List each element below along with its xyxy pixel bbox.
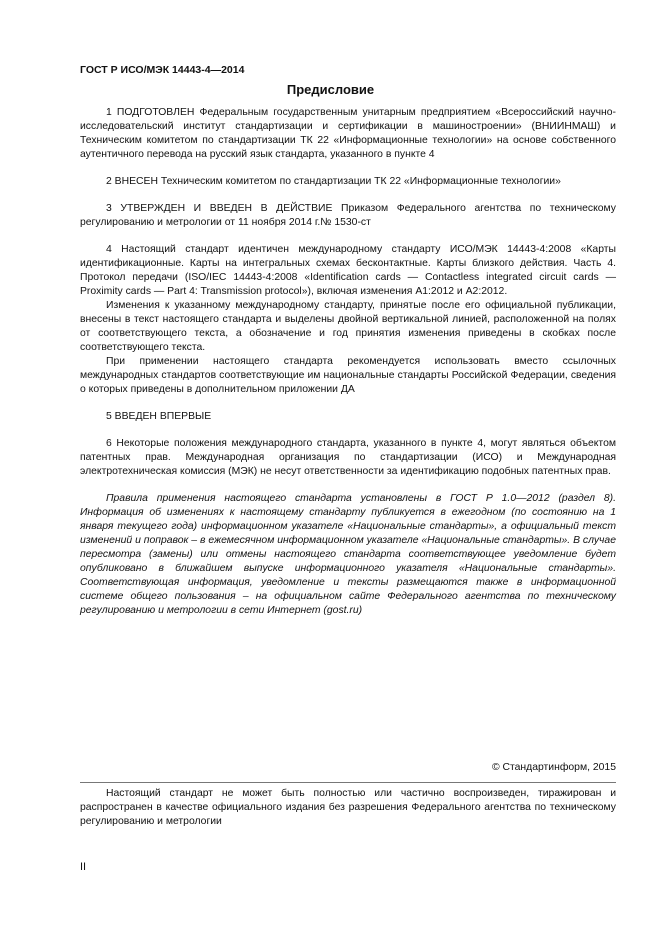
paragraph-prepared: 1 ПОДГОТОВЛЕН Федеральным государственным унитарным предприятием «Всероссийский научно-исследовательский институт стандартизации и сертификации в машиностроении» (ВНИИНМАШ) и Техническим комитетом по стандартизации ТК 22 «Информационные технологии» на основе собственного аутентичного перевода на русский язык стандарта, указанного в пункте 4 — [80, 107, 616, 160]
standard-code-header: ГОСТ Р ИСО/МЭК 14443-4—2014 — [80, 64, 245, 76]
page-number: II — [80, 861, 87, 873]
paragraph-approved: 3 УТВЕРЖДЕН И ВВЕДЕН В ДЕЙСТВИЕ Приказом Федерального агентства по техническому регулированию и метрологии от 11 ноября 2014 г.№ 1530-ст — [80, 203, 616, 228]
paragraph-changes: Изменения к указанному международному стандарту, принятые после его официальной публикации, внесены в текст настоящего стандарта и выделены двойной вертикальной линией, расположенной на полях от соответствующего текста, а обозначение и год принятия изменения приведены в скобках после соответствующего текста. — [80, 300, 616, 353]
divider-line — [80, 782, 616, 783]
paragraph-identical: 4 Настоящий стандарт идентичен международному стандарту ИСО/МЭК 14443-4:2008 «Карты идентификационные. Карты на интегральных схемах бесконтактные. Карты близкого действия. Часть 4. Протокол передачи (ISO/IEC 14443-4:2008 «Identification cards — Contactless integrated circuit cards — Proximity cards — Part 4: Transmission protocol»), включая изменения А1:2012 и А2:2012. — [80, 244, 616, 297]
paragraph-introduced: 2 ВНЕСЕН Техническим комитетом по стандартизации ТК 22 «Информационные технологии» — [106, 176, 561, 187]
paragraph-patents: 6 Некоторые положения международного стандарта, указанного в пункте 4, могут являться объектом патентных прав. Международная организация по стандартизации (ИСО) и Международная электротехническая комиссия (МЭК) не несут ответственности за идентификацию подобных патентных прав. — [80, 438, 616, 477]
paragraph-references: При применении настоящего стандарта рекомендуется использовать вместо ссылочных международных стандартов соответствующие им национальные стандарты Российской Федерации, сведения о которых приведены в дополнительном приложении ДА — [80, 356, 616, 395]
paragraph-application-rules: Правила применения настоящего стандарта установлены в ГОСТ Р 1.0—2012 (раздел 8). Информация об изменениях к настоящему стандарту публикуется в ежегодном (по состоянию на 1 января текущего года) информационном указателе «Национальные стандарты», а официальный текст изменений и поправок – в ежемесячном информационном указателе «Национальные стандарты». В случае пересмотра (замены) или отмены настоящего стандарта соответствующее уведомление будет опубликовано в ближайшем выпуске информационного указателя «Национальные стандарты». Соответствующая информация, уведомление и тексты размещаются также в информационной системе общего пользования – на официальном сайте Федерального агентства по техническому регулированию и метрологии в сети Интернет (gost.ru) — [80, 493, 616, 616]
page-title: Предисловие — [286, 82, 375, 97]
legal-notice: Настоящий стандарт не может быть полностью или частично воспроизведен, тиражирован и распространен в качестве официального издания без разрешения Федерального агентства по техническому регулированию и метрологии — [80, 788, 616, 827]
paragraph-first-introduced: 5 ВВЕДЕН ВПЕРВЫЕ — [106, 411, 212, 422]
foreword-body — [80, 106, 616, 618]
copyright-notice: © Стандартинформ, 2015 — [491, 762, 616, 773]
